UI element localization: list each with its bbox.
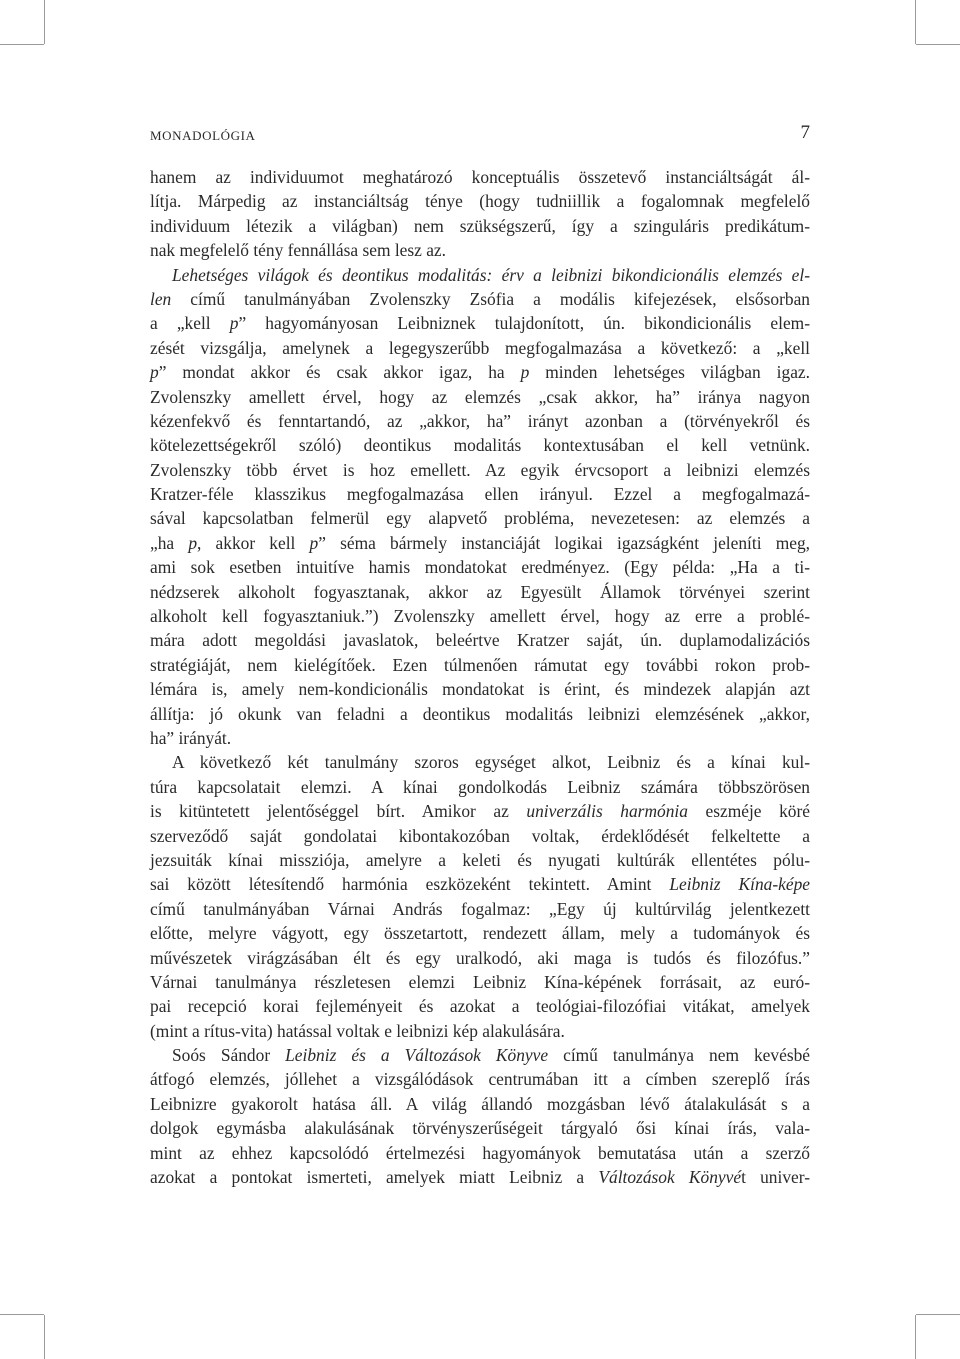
text-line: azokat a pontokat ismerteti, amelyek miatt Leibniz a Változások Könyvét univer- — [150, 1167, 810, 1188]
italic-term: univerzális harmónia — [526, 801, 688, 822]
running-title: MONADOLÓGIA — [150, 128, 256, 143]
italic-title: Változások Könyvé — [598, 1167, 742, 1188]
text-line — [150, 263, 810, 287]
text-line: pai recepció korai fejleményeit és azokat a teológiai-filozófiai vitákat, amelyek — [150, 996, 810, 1017]
crop-mark-bottom-left — [44, 1315, 45, 1359]
text-line: lémára is, amely nem-kondicionális mondatokat is érint, és mindezek alapján azt — [150, 679, 810, 700]
text-line: Kratzer-féle klasszikus megfogalmazása ellen irányul. Ezzel a megfogalmazá- — [150, 484, 810, 505]
text-line: Leibnizre gyakorolt hatása áll. A világ állandó mozgásban lévő átalakulását s a — [150, 1093, 810, 1114]
text-line: „ha p, akkor kell p” séma bármely instanciáját logikai igazságként jeleníti meg, — [150, 532, 810, 553]
text-line: len című tanulmányában Zvolenszky Zsófia a modális kifejezések, elsősorban — [150, 288, 810, 309]
text-line: sai között létesítendő harmónia eszközeként tekintett. Amint Leibniz Kína-képe — [150, 874, 811, 895]
crop-mark-left-top — [0, 44, 44, 45]
text-line: kötelezettségekről szóló) deontikus modalitás kontextusában el kell vetnünk. — [150, 435, 810, 456]
text-line: művészetek virágzásában élt és egy uralkodó, aki maga is tudós és filozófus.” — [150, 947, 810, 968]
crop-mark-left-bottom — [0, 1314, 44, 1315]
text-line: sával kapcsolatban felmerül egy alapvető probléma, nevezetesen: az elemzés a — [150, 508, 810, 529]
text-line: Zvolenszky amellett érvel, hogy az elemzés „csak akkor, ha” iránya nagyon — [150, 386, 810, 407]
italic-title: len — [150, 288, 172, 309]
text-line: individuum létezik a világban) nem szükségszerű, így a szinguláris predikátum- — [150, 215, 810, 236]
text-line: zését vizsgálja, amelynek a legegyszerűbb megfogalmazása a következő: a „kell — [150, 337, 810, 358]
text-line: túra kapcsolatait elemzi. A kínai gondolkodás Leibniz számára többszörösen — [150, 776, 810, 797]
italic-title: Leibniz Kína-képe — [669, 874, 811, 895]
text-line: mint az ehhez kapcsolódó értelmezési hagyományok bemutatása után a szerző — [150, 1142, 810, 1163]
crop-mark-bottom-right — [915, 1315, 916, 1359]
italic-title: Lehetséges világok és deontikus modalitás: érv a leibnizi bikondicionális elemzés el- — [172, 264, 810, 285]
text-line: alkoholt kell fogyasztaniuk.”) Zvolenszky amellett érvel, hogy az erre a problé- — [150, 606, 810, 627]
text-line: állítja: jó okunk van feladni a deontikus modalitás leibnizi elemzésének „akkor, — [150, 703, 810, 724]
text-line: nak megfelelő tény fennállása sem lesz az. — [150, 240, 446, 261]
text-line: hanem az individuumot meghatározó konceptuális összetevő instanciáltságát ál- — [150, 167, 810, 187]
text-line: nédzserek alkoholt fogyasztanak, akkor az Egyesült Államok törvényei szerint — [150, 581, 810, 602]
text-line: p” mondat akkor és csak akkor igaz, ha p minden lehetséges világban igaz. — [150, 362, 810, 383]
crop-mark-right-bottom — [916, 1314, 960, 1315]
crop-mark-top-left — [44, 0, 45, 44]
text-line: átfogó elemzés, jóllehet a vizsgálódások centrumában itt a címben szereplő írás — [150, 1069, 810, 1090]
text-line: előtte, melyre vágyott, egy összetartott, rendezett állam, mely a tudományok és — [150, 923, 810, 944]
text-line: A következő két tanulmány szoros egységet alkot, Leibniz és a kínai kul- — [172, 752, 810, 773]
text-line: dolgok egymásba alakulásának törvényszerűségeit tárgyaló ősi kínai írás, vala- — [150, 1118, 810, 1139]
text-line: kézenfekvő és fenntartandó, az „akkor, ha” irányt azonban a (törvényekről és — [150, 410, 810, 431]
page-number: 7 — [800, 122, 810, 143]
body-text — [150, 165, 810, 1189]
text-line: jezsuiták kínai missziója, amelyre a keleti és nyugati kultúrák ellentétes pólu- — [150, 849, 810, 870]
text-line: a „kell p” hagyományosan Leibniznek tulajdonított, ún. bikondicionális elem- — [150, 313, 810, 334]
text-line: stratégiáját, nem kielégítőek. Ezen túlmenően rámutat egy további rokon prob- — [150, 654, 810, 675]
italic-title: Leibniz és a Változások Könyve — [285, 1045, 549, 1066]
text-line: lítja. Márpedig az instanciáltság ténye (hogy tudniillik a fogalomnak megfelelő — [150, 191, 810, 212]
page-header — [150, 122, 810, 148]
text-line: mára adott megoldási javaslatok, beleértve Kratzer saját, ún. duplamodalizációs — [150, 630, 810, 651]
text-line: szerveződő saját gondolatai kibontakozóban voltak, érdeklődését felkeltette a — [150, 825, 810, 846]
text-line: ami sok esetben intuitíve hamis mondatokat eredményez. (Egy példa: „Ha a ti- — [150, 557, 810, 578]
text-line: is kitüntetett jelentőséggel bírt. Amikor az univerzális harmónia eszméje köré — [150, 801, 810, 822]
text-line: Várnai tanulmánya részletesen elemzi Leibniz Kína-képének forrásait, az euró- — [150, 971, 810, 992]
crop-mark-right-top — [916, 44, 960, 45]
text-line: (mint a rítus-vita) hatással voltak e leibnizi kép alakulására. — [150, 1020, 565, 1041]
text-line: című tanulmányában Várnai András fogalmaz: „Egy új kultúrvilág jelentkezett — [150, 898, 810, 919]
text-line: Zvolenszky több érvet is hoz emellett. Az egyik érvcsoport a leibnizi elemzés — [150, 459, 810, 480]
crop-mark-top-right — [915, 0, 916, 44]
text-line: ha” irányát. — [150, 727, 232, 748]
text-line: Soós Sándor Leibniz és a Változások Könyve című tanulmánya nem kevésbé — [172, 1045, 810, 1066]
